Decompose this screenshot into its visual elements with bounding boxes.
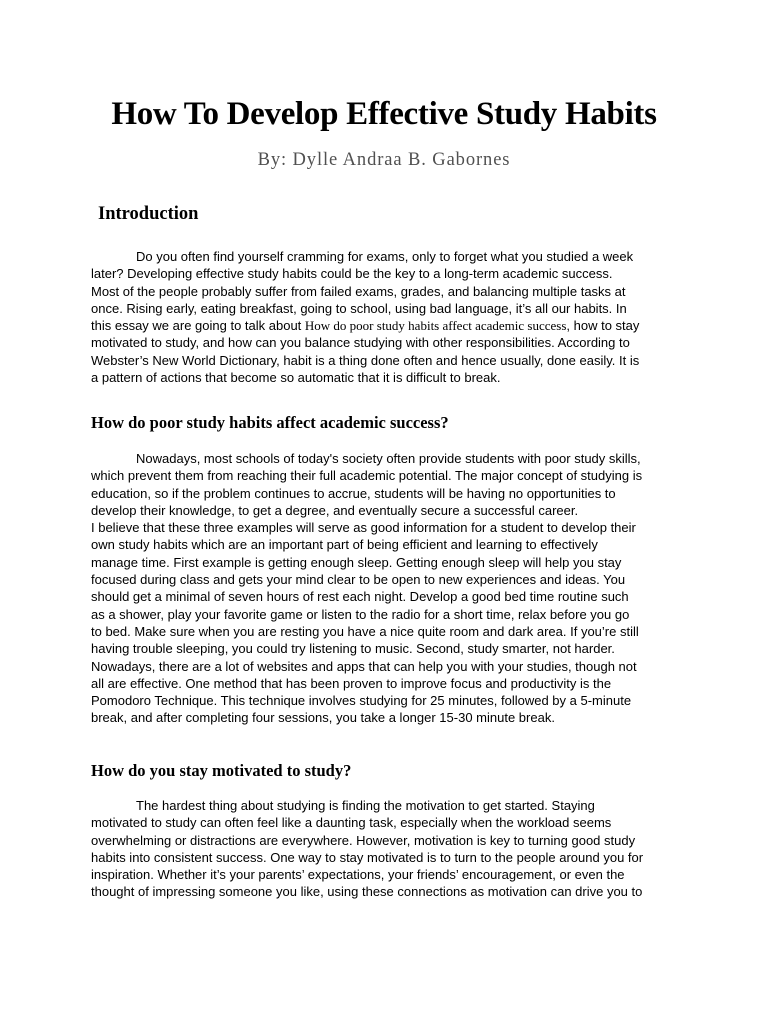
paragraph-line: once. Rising early, eating breakfast, going to school, using bad language, it’s all our habits. In [91,300,627,316]
document-author: By: Dylle Andraa B. Gabornes [257,150,511,170]
stay-motivated-paragraph [91,797,683,901]
section-heading-stay-motivated: How do you stay motivated to study? [91,761,352,780]
paragraph-line: motivated to study can often feel like a daunting task, especially when the workload seems [91,815,612,831]
paragraph-line: habits into consistent success. One way to stay motivated is to turn to the people around you for [91,849,644,865]
paragraph-line: overwhelming or distractions are everywhere. However, motivation is key to turning good study [91,832,636,848]
poor-study-habits-paragraph [91,450,683,727]
paragraph-line: break, and after completing four sessions, you take a longer 15-30 minute break. [91,710,555,726]
paragraph-line: Webster’s New World Dictionary, habit is a thing done often and hence usually, done easily. It is [91,352,640,368]
paragraph-line: motivated to study, and how can you balance studying with other responsibilities. According to [91,335,630,351]
paragraph-line: all are effective. One method that has been proven to improve focus and productivity is the [91,675,612,691]
paragraph-line: Most of the people probably suffer from failed exams, grades, and balancing multiple tasks at [91,283,626,299]
paragraph-line: to bed. Make sure when you are resting you have a nice quite room and dark area. If you’re still [91,623,639,639]
paragraph-line: later? Developing effective study habits could be the key to a long-term academic success. [91,266,613,282]
paragraph-line: as a shower, play your favorite game or listen to the radio for a short time, relax before you go [91,606,630,622]
paragraph-line: focused during class and gets your mind clear to be open to new experiences and ideas. You [91,572,626,588]
paragraph-line: having trouble sleeping, you could try listening to music. Second, study smarter, not harder. [91,641,615,657]
paragraph-line: The hardest thing about studying is finding the motivation to get started. Staying [136,798,595,813]
paragraph-line: develop their knowledge, to get a degree, and eventually secure a successful career. [91,502,579,518]
document-title: How To Develop Effective Study Habits [111,96,657,132]
inline-topic-reference: How do poor study habits affect academic success [304,318,567,334]
section-heading-introduction: Introduction [98,204,199,224]
paragraph-line: own study habits which are an important part of being efficient and learning to effectively [91,537,598,553]
paragraph-line: should get a minimal of seven hours of rest each night. Develop a good bed time routine such [91,589,629,605]
paragraph-line: Nowadays, most schools of today's society often provide students with poor study skills, [136,451,641,466]
paragraph-line: Nowadays, there are a lot of websites and apps that can help you with your studies, though not [91,658,637,674]
paragraph-line: Pomodoro Technique. This technique involves studying for 25 minutes, followed by a 5-minute [91,693,632,709]
paragraph-line-part: , how to stay [566,318,640,334]
section-heading-poor-study-habits: How do poor study habits affect academic success? [91,413,449,432]
paragraph-line [91,317,683,334]
paragraph-line: thought of impressing someone you like, using these connections as motivation can drive you to [91,884,643,900]
paragraph-line: inspiration. Whether it’s your parents’ expectations, your friends’ encouragement, or even the [91,867,625,883]
paragraph-line: I believe that these three examples will serve as good information for a student to develop their [91,520,636,536]
paragraph-line-part: this essay we are going to talk about [91,318,305,334]
paragraph-line: a pattern of actions that become so automatic that it is difficult to break. [91,370,501,386]
paragraph-line: education, so if the problem continues to accrue, students will be having no opportunities to [91,485,616,501]
introduction-paragraph [91,248,683,386]
paragraph-line: manage time. First example is getting enough sleep. Getting enough sleep will help you stay [91,554,622,570]
paragraph-line: which prevent them from reaching their full academic potential. The major concept of studying is [91,468,643,484]
paragraph-line: Do you often find yourself cramming for exams, only to forget what you studied a week [136,249,634,264]
